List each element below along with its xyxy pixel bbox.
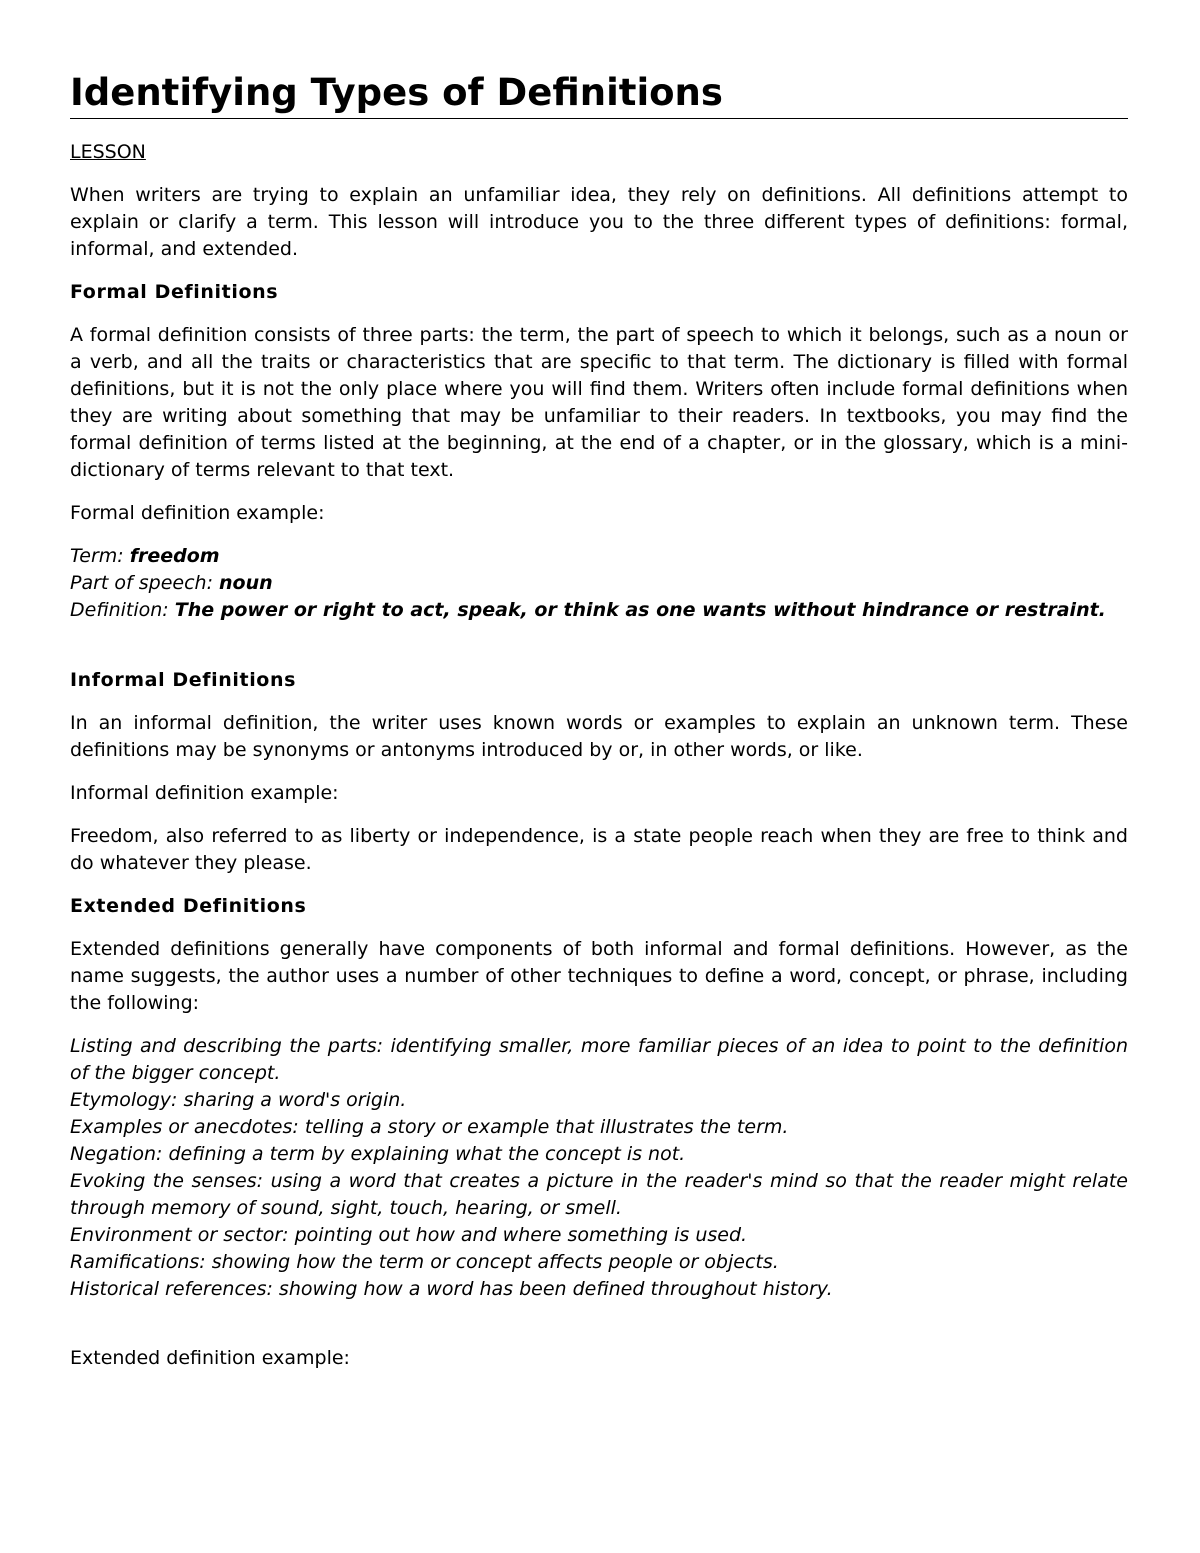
informal-example-label: Informal definition example: — [70, 782, 339, 804]
formal-example-definition — [70, 597, 1128, 624]
formal-example-term — [70, 543, 1128, 570]
extended-example-label: Extended definition example: — [70, 1347, 350, 1369]
technique-item: Negation: defining a term by explaining what the concept is not. — [70, 1143, 686, 1165]
extended-definitions-heading: Extended Definitions — [70, 895, 307, 917]
formal-example-part-of-speech — [70, 570, 1128, 597]
informal-example-text: Freedom, also referred to as liberty or independence, is a state people reach when they are free to think and do whatever they please. — [70, 825, 1128, 874]
intro-paragraph: When writers are trying to explain an unfamiliar idea, they rely on definitions. All definitions attempt to explain or clarify a term. This lesson will introduce you to the three different types of definitions: formal, informal, and extended. — [70, 184, 1128, 260]
formal-definitions-paragraph: A formal definition consists of three parts: the term, the part of speech to which it belongs, such as a noun or a verb, and all the traits or characteristics that are specific to that term. The dictionary is filled with formal definitions, but it is not the only place where you will find them. Writers often include formal definitions when they are writing about something that may be unfamiliar to their readers. In textbooks, you may find the formal definition of terms listed at the beginning, at the end of a chapter, or in the glossary, which is a mini-dictionary of terms relevant to that text. — [70, 324, 1128, 481]
extended-definitions-paragraph: Extended definitions generally have components of both informal and formal definitions. However, as the name suggests, the author uses a number of other techniques to define a word, concept, or phrase, including the following: — [70, 938, 1128, 1014]
document-title: Identifying Types of Definitions — [70, 68, 1128, 119]
informal-definitions-paragraph: In an informal definition, the writer uses known words or examples to explain an unknown term. These definitions may be synonyms or antonyms introduced by or, in other words, or like. — [70, 712, 1128, 761]
technique-item: Environment or sector: pointing out how and where something is used. — [70, 1224, 748, 1246]
lesson-label: LESSON — [70, 141, 146, 163]
technique-item: Examples or anecdotes: telling a story or example that illustrates the term. — [70, 1116, 789, 1138]
part-of-speech-value: noun — [219, 572, 273, 594]
technique-item: Historical references: showing how a word has been defined throughout history. — [70, 1278, 833, 1300]
technique-item: Ramifications: showing how the term or concept affects people or objects. — [70, 1251, 779, 1273]
techniques-list — [70, 1033, 1128, 1303]
technique-item: Etymology: sharing a word's origin. — [70, 1089, 407, 1111]
term-label: Term: — [70, 545, 124, 567]
definition-label: Definition: — [70, 599, 169, 621]
term-value: freedom — [129, 545, 220, 567]
formal-example-block — [70, 543, 1128, 624]
part-of-speech-label: Part of speech: — [70, 572, 213, 594]
technique-item: Evoking the senses: using a word that creates a picture in the reader's mind so that the reader might relate through memory of sound, sight, touch, hearing, or smell. — [70, 1170, 1128, 1219]
definition-value: The power or right to act, speak, or think as one wants without hindrance or restraint. — [174, 599, 1106, 621]
technique-item: Listing and describing the parts: identifying smaller, more familiar pieces of an idea to point to the definition of the bigger concept. — [70, 1035, 1128, 1084]
formal-example-label: Formal definition example: — [70, 502, 325, 524]
document-page — [70, 68, 1128, 1372]
informal-definitions-heading: Informal Definitions — [70, 669, 296, 691]
formal-definitions-heading: Formal Definitions — [70, 281, 279, 303]
